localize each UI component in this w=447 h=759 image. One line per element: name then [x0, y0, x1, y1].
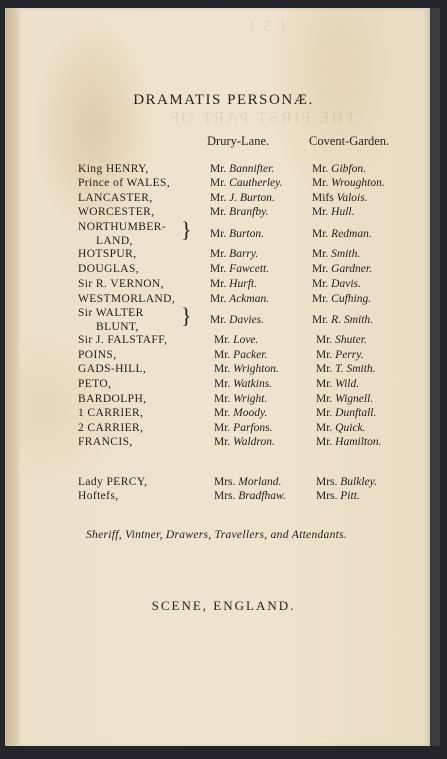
drury-lane-actor: Mr. Fawcett. [210, 263, 270, 275]
role-name: WORCESTER, [78, 206, 155, 218]
drury-lane-actor: Mr. Love. [214, 334, 259, 346]
role-name: Hoftefs, [78, 490, 119, 502]
covent-garden-actor: Mr. T. Smith. [316, 363, 376, 375]
covent-garden-actor: Mr. Hull. [312, 206, 355, 218]
covent-garden-actor: Mifs Valois. [312, 192, 368, 204]
drury-lane-actor: Mr. Moody. [214, 407, 268, 419]
drury-lane-actor: Mr. Ackman. [210, 293, 270, 305]
role-name-continued: BLUNT, [96, 321, 139, 333]
drury-lane-actor: Mr. Burton. [210, 228, 264, 240]
role-name: GADS-HILL, [78, 363, 147, 375]
role-name: WESTMORLAND, [78, 293, 176, 305]
covent-garden-actor: Mr. Hamilton. [316, 436, 382, 448]
show-through-text: [ 5 ] [248, 18, 285, 35]
page-gutter [5, 8, 19, 746]
role-name: Sir R. VERNON, [78, 278, 164, 290]
attendants-line: Sheriff, Vintner, Drawers, Travellers, and Attendants. [86, 529, 348, 541]
drury-lane-actor: Mrs. Morland. [214, 476, 282, 488]
drury-lane-actor: Mr. Branfby. [210, 206, 269, 218]
covent-garden-actor: Mr. Quick. [316, 422, 366, 434]
role-name: Sir WALTER [78, 307, 144, 319]
drury-lane-actor: Mr. Barry. [210, 248, 259, 260]
role-name: King HENRY, [78, 163, 149, 175]
covent-garden-actor: Mr. Gibfon. [312, 163, 366, 175]
covent-garden-actor: Mr. Redman. [312, 228, 372, 240]
drury-lane-actor: Mr. Parfons. [214, 422, 273, 434]
drury-lane-actor: Mr. Davies. [210, 314, 264, 326]
role-name: 1 CARRIER, [78, 407, 144, 419]
role-name: NORTHUMBER- [78, 221, 167, 233]
covent-garden-actor: Mr. Smith. [312, 248, 361, 260]
covent-garden-actor: Mr. Wignell. [316, 393, 374, 405]
role-name: FRANCIS, [78, 436, 133, 448]
role-name-continued: LAND, [96, 235, 133, 247]
page-heading: DRAMATIS PERSONÆ. [133, 92, 314, 108]
role-name: LANCASTER, [78, 192, 153, 204]
role-name: BARDOLPH, [78, 393, 147, 405]
role-name: PETO, [78, 378, 112, 390]
brace-icon: } [181, 217, 192, 242]
covent-garden-actor: Mr. Shuter. [316, 334, 367, 346]
drury-lane-actor: Mr. Packer. [214, 349, 268, 361]
role-name: HOTSPUR, [78, 248, 137, 260]
drury-lane-actor: Mr. Hurft. [210, 278, 257, 290]
show-through-text: THE FIRST PART OF [168, 108, 357, 127]
role-name: Prince of WALES, [78, 177, 171, 189]
drury-lane-actor: Mr. Wright. [214, 393, 268, 405]
role-name: Lady PERCY, [78, 476, 148, 488]
covent-garden-header: Covent-Garden. [309, 134, 390, 148]
covent-garden-actor: Mr. R. Smith. [312, 314, 374, 326]
covent-garden-actor: Mr. Wild. [316, 378, 360, 390]
drury-lane-actor: Mr. Watkins. [214, 378, 273, 390]
role-name: 2 CARRIER, [78, 422, 144, 434]
covent-garden-actor: Mr. Davis. [312, 278, 361, 290]
book-edge [430, 8, 440, 746]
role-name: POINS, [78, 349, 117, 361]
drury-lane-actor: Mr. J. Burton. [210, 192, 275, 204]
scene-line: SCENE, ENGLAND. [151, 598, 296, 613]
drury-lane-actor: Mr. Bannifter. [210, 163, 275, 175]
covent-garden-actor: Mrs. Pitt. [316, 490, 360, 502]
covent-garden-actor: Mr. Cufhing. [312, 293, 372, 305]
covent-garden-actor: Mr. Dunftall. [316, 407, 377, 419]
drury-lane-actor: Mr. Wrighton. [214, 363, 279, 375]
covent-garden-actor: Mrs. Bulkley. [316, 476, 377, 488]
drury-lane-actor: Mr. Cautherley. [210, 177, 283, 189]
drury-lane-header: Drury-Lane. [207, 134, 270, 148]
role-name: Sir J. FALSTAFF, [78, 334, 168, 346]
drury-lane-actor: Mrs. Bradfhaw. [214, 490, 286, 502]
covent-garden-actor: Mr. Wroughton. [312, 177, 385, 189]
covent-garden-actor: Mr. Gardner. [312, 263, 372, 275]
covent-garden-actor: Mr. Perry. [316, 349, 364, 361]
drury-lane-actor: Mr. Waldron. [214, 436, 275, 448]
role-name: DOUGLAS, [78, 263, 140, 275]
brace-icon: } [181, 303, 192, 328]
